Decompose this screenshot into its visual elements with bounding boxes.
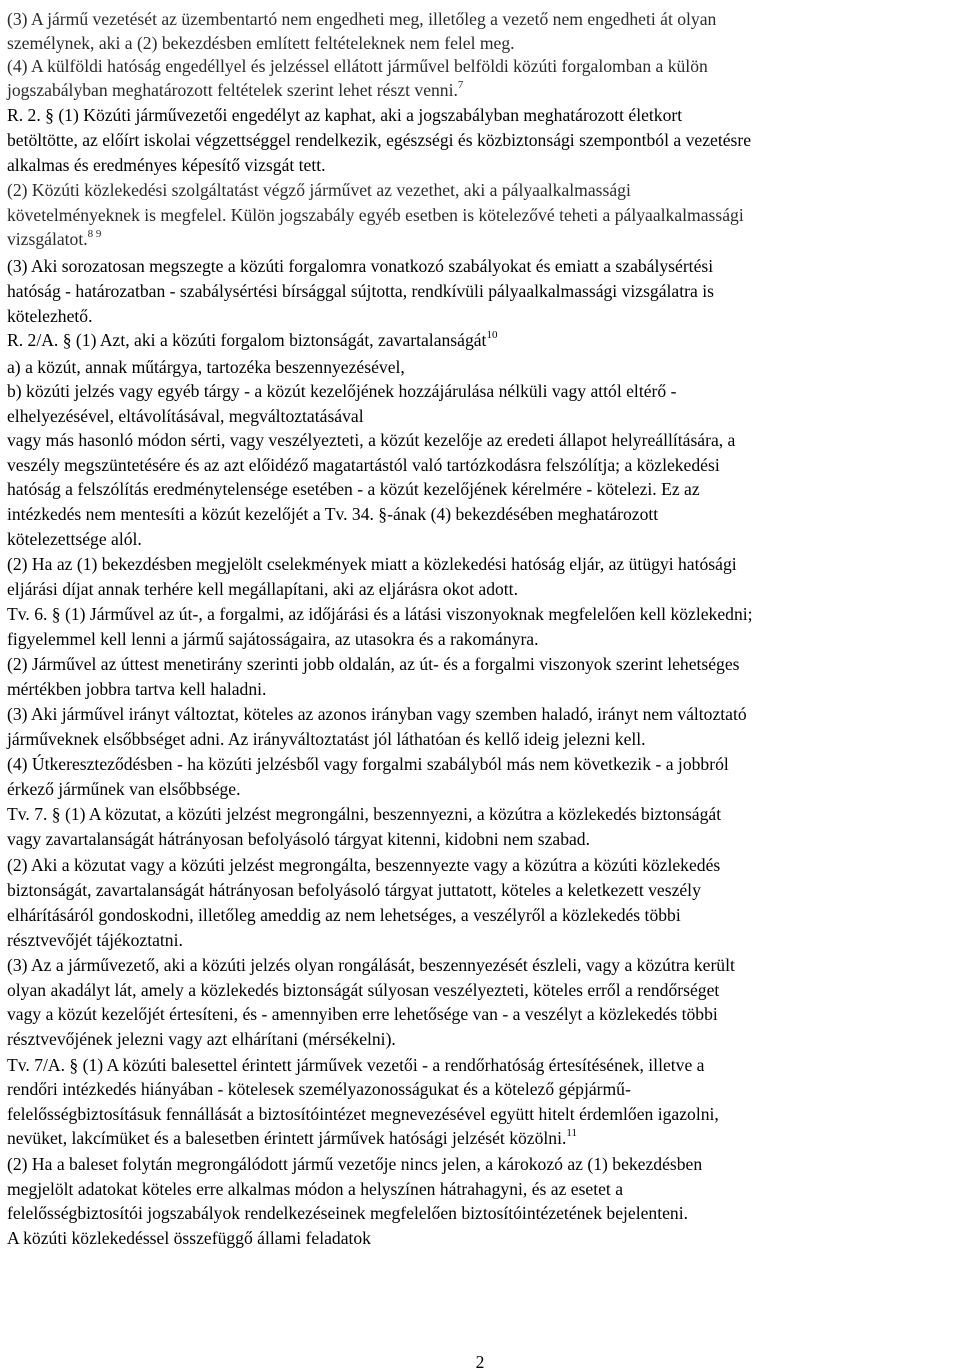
- footnote-reference[interactable]: 11: [566, 1127, 577, 1140]
- text-line: [7, 155, 326, 175]
- line-text: veszély megszüntetésére és az azt előidéző magatartástól való tartózkodásra felszólítja; a közlekedési: [7, 455, 720, 475]
- line-text: rendőri intézkedés hiányában - kötelesek személyazonosságukat és a kötelező gépjármű-: [7, 1079, 631, 1099]
- line-text: (2) Ha a baleset folytán megrongálódott jármű vezetője nincs jelen, a károkozó az (1) bekezdésben: [7, 1154, 703, 1174]
- line-text: (3) Aki járművel irányt változtat, köteles az azonos irányban vagy szemben haladó, irányt nem változtató: [7, 704, 747, 724]
- text-line: [7, 930, 183, 950]
- text-line: [7, 729, 646, 749]
- text-line: [7, 1104, 719, 1124]
- line-text: Tv. 7. § (1) A közutat, a közúti jelzést megrongálni, beszennyezni, a közútra a közlekedés biztonságát: [7, 804, 722, 824]
- line-text: személynek, aki a (2) bekezdésben említett feltételeknek nem felel meg.: [7, 33, 515, 53]
- line-text: (4) Útkereszteződésben - ha közúti jelzésből vagy forgalmi szabályból más nem következik - a jobbról: [7, 754, 729, 774]
- text-line: [7, 180, 631, 200]
- text-line: [7, 1179, 623, 1199]
- line-text: (4) A külföldi hatóság engedéllyel és jelzéssel ellátott járművel belföldi közúti forgalomban a külön: [7, 56, 708, 76]
- text-line: [7, 281, 714, 301]
- line-text: jogszabályban meghatározott feltételek szerint lehet részt venni.: [7, 80, 458, 100]
- line-text: felelősségbiztosításuk fennállását a biztosítóintézet megnevezésével együtt hitelt érdemlően igazolni,: [7, 1104, 719, 1124]
- line-text: vizsgálatot.: [7, 229, 88, 249]
- text-line: [7, 80, 463, 100]
- text-line: [7, 406, 364, 426]
- text-line: [7, 306, 93, 326]
- text-line: [7, 754, 729, 774]
- line-text: R. 2. § (1) Közúti járművezetői engedélyt az kaphat, aki a jogszabályban meghatározott életkort: [7, 105, 683, 125]
- line-text: vagy a közút kezelőjét értesíteni, és - amennyiben erre lehetősége van - a veszélyt a közlekedés többi: [7, 1004, 718, 1024]
- line-text: résztvevőjét tájékoztatni.: [7, 930, 183, 950]
- text-line: [7, 256, 713, 276]
- line-text: A közúti közlekedéssel összefüggő állami feladatok: [7, 1228, 371, 1248]
- text-line: [7, 1128, 577, 1148]
- text-line: [7, 1029, 396, 1049]
- text-line: [7, 855, 720, 875]
- line-text: kötelezhető.: [7, 306, 93, 326]
- text-line: [7, 205, 744, 225]
- footnote-reference[interactable]: 10: [486, 329, 498, 342]
- line-text: vagy zavartalanságát hátrányosan befolyásoló tárgyat kitenni, kidobni nem szabad.: [7, 829, 591, 849]
- text-line: [7, 629, 539, 649]
- line-text: felelősségbiztosítói jogszabályok rendelkezéseinek megfelelően biztosítóintézetének bejelenteni.: [7, 1203, 689, 1223]
- line-text: (2) Ha az (1) bekezdésben megjelölt cselekmények miatt a közlekedési hatóság eljár, az ütügyi hatósági: [7, 554, 737, 574]
- line-text: vagy más hasonló módon sérti, vagy veszélyezteti, a közút kezelője az eredeti állapot helyreállítására, a: [7, 430, 736, 450]
- text-line: [7, 430, 735, 450]
- footnote-reference[interactable]: 7: [457, 79, 464, 92]
- text-line: [7, 704, 747, 724]
- footnote-reference[interactable]: 8 9: [87, 228, 102, 241]
- line-text: kötelezettsége alól.: [7, 529, 142, 549]
- text-line: [7, 504, 658, 524]
- text-line: [7, 1203, 688, 1223]
- line-text: olyan akadályt lát, amely a közlekedés biztonságát súlyosan veszélyezteti, köteles erről a rendőrséget: [7, 980, 720, 1000]
- text-line: [7, 554, 737, 574]
- line-text: résztvevőjének jelezni vagy azt elhárítani (mérsékelni).: [7, 1029, 396, 1049]
- text-line: [7, 455, 720, 475]
- text-line: [7, 56, 708, 76]
- text-line: [7, 604, 753, 624]
- line-text: R. 2/A. § (1) Azt, aki a közúti forgalom biztonságát, zavartalanságát: [7, 330, 487, 350]
- line-text: (3) A jármű vezetését az üzembentartó nem engedheti meg, illetőleg a vezető nem engedheti át olyan: [7, 9, 717, 29]
- line-text: megjelölt adatokat köteles erre alkalmas módon a helyszínen hátrahagyni, és az esetet a: [7, 1179, 624, 1199]
- text-line: [7, 779, 241, 799]
- text-line: [7, 1079, 631, 1099]
- line-text: alkalmas és eredményes képesítő vizsgát tett.: [7, 155, 326, 175]
- text-line: [7, 905, 681, 925]
- line-text: eljárási díjat annak terhére kell megállapítani, aki az eljárásra okot adott.: [7, 579, 518, 599]
- text-line: [7, 1004, 718, 1024]
- line-text: Tv. 7/A. § (1) A közúti balesettel érintett járművek vezetői - a rendőrhatóság értesítésének, illetve a: [7, 1055, 705, 1075]
- line-text: (3) Az a járművezető, aki a közúti jelzés olyan rongálását, beszennyezését észleli, vagy a közútra került: [7, 955, 735, 975]
- text-line: [7, 654, 740, 674]
- line-text: nevüket, lakcímüket és a balesetben érintett járművek hatósági jelzését közölni.: [7, 1128, 567, 1148]
- line-text: elhelyezésével, eltávolításával, megváltoztatásával: [7, 406, 364, 426]
- text-line: [7, 980, 719, 1000]
- text-line: [7, 955, 735, 975]
- line-text: betöltötte, az előírt iskolai végzettséggel rendelkezik, egészségi és közbiztonsági szempontból a vezetésre: [7, 130, 752, 150]
- line-text: hatóság a felszólítás eredménytelensége esetében - a közút kezelőjének kérelmére - kötelezi. Ez az: [7, 479, 700, 499]
- text-line: [7, 804, 721, 824]
- line-text: járműveknek elsőbbséget adni. Az irányváltoztatást jól láthatóan és kellő ideig jelezni kell.: [7, 729, 646, 749]
- line-text: mértékben jobbra tartva kell haladni.: [7, 679, 267, 699]
- text-line: [7, 357, 405, 377]
- text-line: [7, 1228, 371, 1248]
- line-text: b) közúti jelzés vagy egyéb tárgy - a közút kezelőjének hozzájárulása nélküli vagy attól eltérő -: [7, 381, 677, 401]
- text-line: [7, 1055, 704, 1075]
- text-line: [7, 880, 701, 900]
- text-line: [7, 229, 101, 249]
- text-line: [7, 529, 142, 549]
- text-line: [7, 579, 518, 599]
- text-line: [7, 330, 497, 350]
- line-text: a) a közút, annak műtárgya, tartozéka beszennyezésével,: [7, 357, 405, 377]
- page-number: 2: [475, 1352, 485, 1372]
- line-text: (2) Aki a közutat vagy a közúti jelzést megrongálta, beszennyezte vagy a közútra a közúti közlekedés: [7, 855, 721, 875]
- line-text: követelményeknek is megfelel. Külön jogszabály egyéb esetben is kötelezővé teheti a pályaalkalmassági: [7, 205, 744, 225]
- line-text: (2) Közúti közlekedési szolgáltatást végző járművet az vezethet, aki a pályaalkalmassági: [7, 180, 631, 200]
- text-line: [7, 479, 700, 499]
- text-line: [7, 33, 515, 53]
- text-line: [7, 381, 676, 401]
- line-text: biztonságát, zavartalanságát hátrányosan befolyásoló tárgyat juttatott, köteles a keletkezett veszély: [7, 880, 701, 900]
- text-line: [7, 679, 266, 699]
- line-text: (3) Aki sorozatosan megszegte a közúti forgalomra vonatkozó szabályokat és emiatt a szabálysértési: [7, 256, 714, 276]
- line-text: intézkedés nem mentesíti a közút kezelőjét a Tv. 34. §-ának (4) bekezdésében meghatározott: [7, 504, 659, 524]
- line-text: (2) Járművel az úttest menetirány szerinti jobb oldalán, az út- és a forgalmi viszonyok szerint lehetséges: [7, 654, 740, 674]
- line-text: figyelemmel kell lenni a jármű sajátosságaira, az utasokra és a rakományra.: [7, 629, 539, 649]
- text-line: [7, 9, 716, 29]
- line-text: elhárításáról gondoskodni, illetőleg ameddig az nem lehetséges, a veszélyről a közlekedés többi: [7, 905, 681, 925]
- text-line: [7, 1154, 702, 1174]
- line-text: Tv. 6. § (1) Járművel az út-, a forgalmi, az időjárási és a látási viszonyoknak megfelelően kell közlekedni;: [7, 604, 753, 624]
- text-line: [7, 829, 590, 849]
- text-line: [7, 105, 682, 125]
- text-line: [7, 130, 751, 150]
- line-text: hatóság - határozatban - szabálysértési bírsággal sújtotta, rendkívüli pályaalkalmassági vizsgálatra is: [7, 281, 714, 301]
- line-text: érkező járműnek van elsőbbsége.: [7, 779, 241, 799]
